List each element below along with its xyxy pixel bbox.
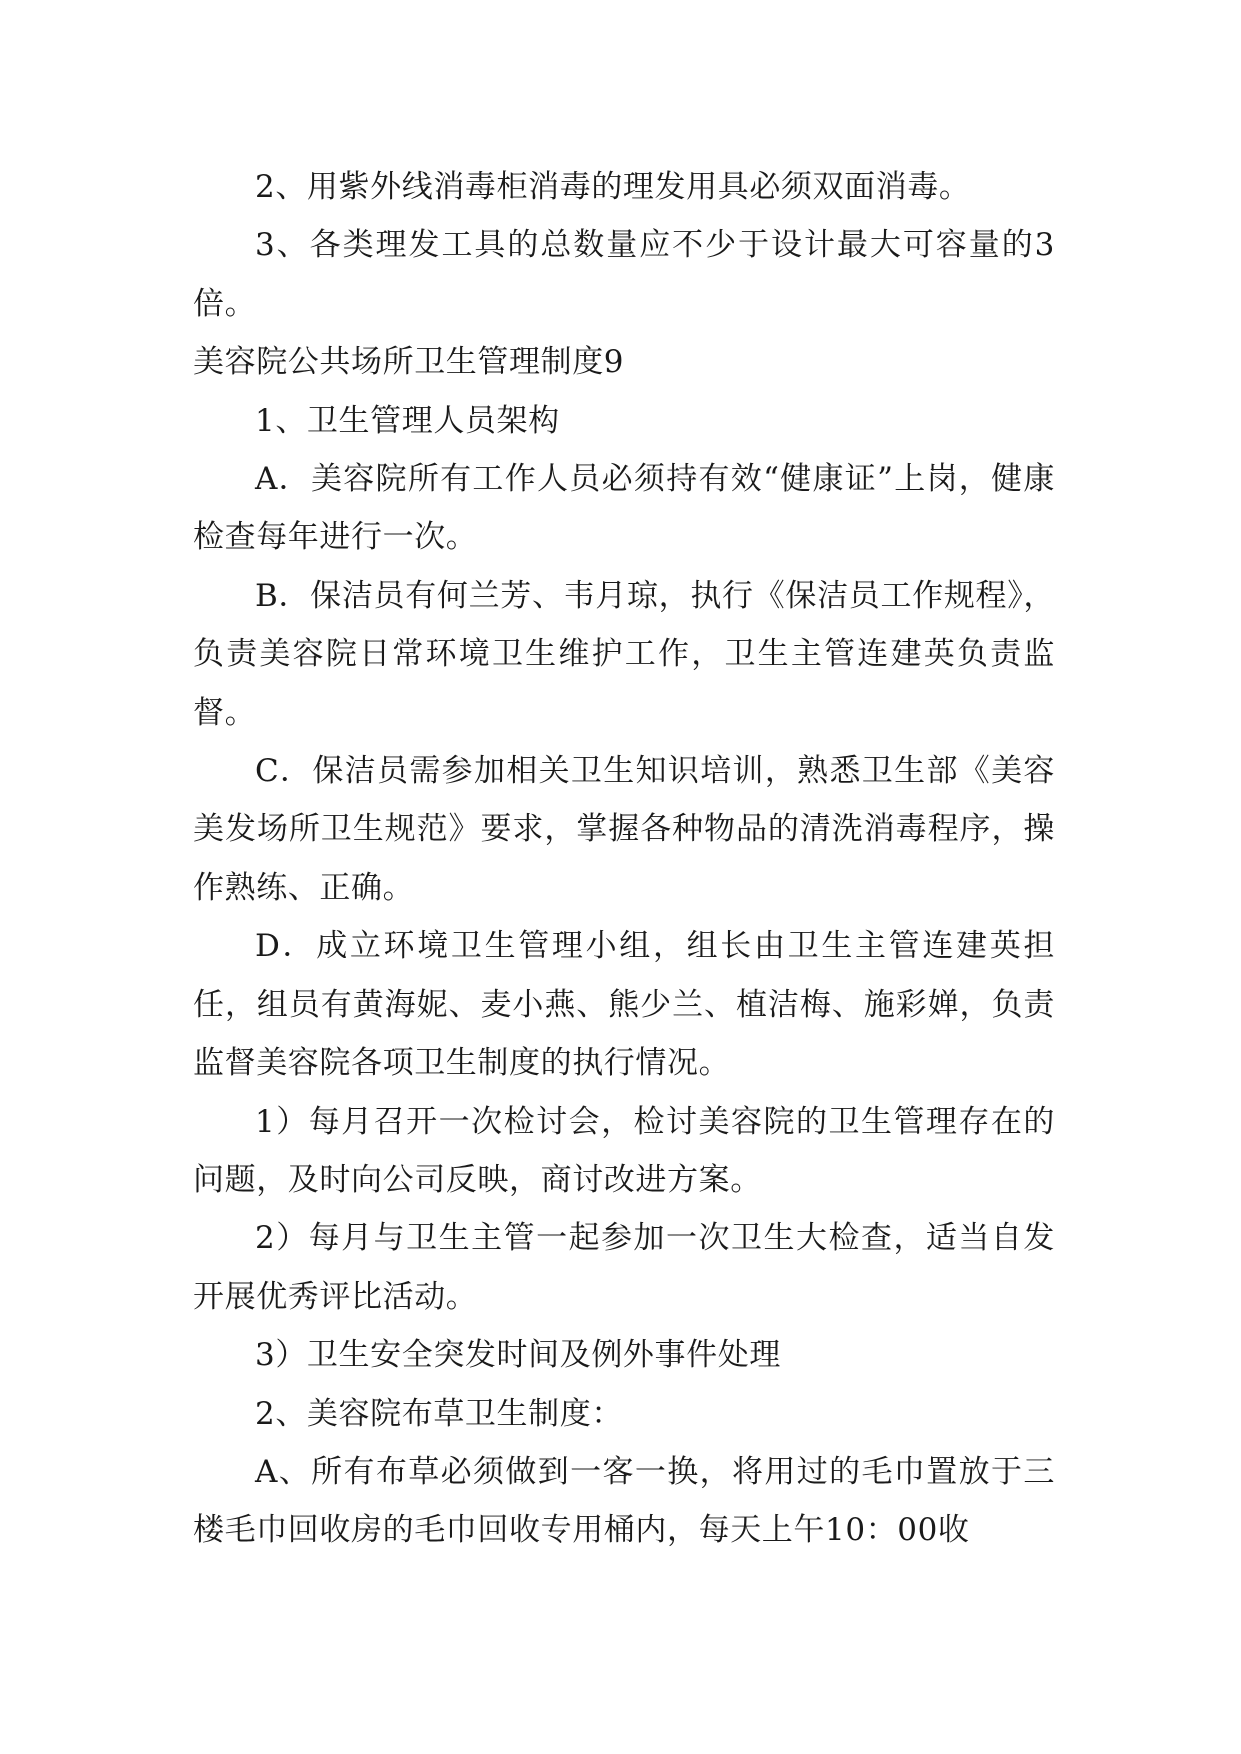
paragraph-sub-1: 1）每月召开一次检讨会，检讨美容院的卫生管理存在的问题，及时向公司反映，商讨改进方案。 (193, 1103, 1055, 1198)
paragraph-staff-structure: 1、卫生管理人员架构 (255, 402, 560, 439)
paragraph-linen-heading: 2、美容院布草卫生制度： (255, 1395, 623, 1432)
paragraph-uv-disinfection: 2、用紫外线消毒柜消毒的理发用具必须双面消毒。 (255, 169, 971, 205)
paragraph-item-d: D．成立环境卫生管理小组，组长由卫生主管连建英担任，组员有黄海妮、麦小燕、熊少兰、植洁梅、施彩婵，负责监督美容院各项卫生制度的执行情况。 (193, 928, 1055, 1082)
paragraph-item-c: C．保洁员需参加相关卫生知识培训，熟悉卫生部《美容美发场所卫生规范》要求，掌握各种物品的清洗消毒程序，操作熟练、正确。 (193, 753, 1055, 906)
paragraph-sub-3: 3）卫生安全突发时间及例外事件处理 (255, 1337, 781, 1374)
paragraph-item-a: A．美容院所有工作人员必须持有效“健康证”上岗，健康检查每年进行一次。 (193, 461, 1055, 556)
paragraph-linen-a: A、所有布草必须做到一客一换，将用过的毛巾置放于三楼毛巾回收房的毛巾回收专用桶内，每天上午10：00收 (193, 1453, 1055, 1549)
section-heading: 美容院公共场所卫生管理制度9 (193, 344, 625, 381)
document-body (193, 158, 1055, 1560)
paragraph-tool-quantity: 3、各类理发工具的总数量应不少于设计最大可容量的3倍。 (193, 227, 1055, 322)
paragraph-item-b: B．保洁员有何兰芳、韦月琼，执行《保洁员工作规程》，负责美容院日常环境卫生维护工作，卫生主管连建英负责监督。 (193, 577, 1055, 731)
paragraph-sub-2: 2）每月与卫生主管一起参加一次卫生大检查，适当自发开展优秀评比活动。 (193, 1220, 1055, 1315)
